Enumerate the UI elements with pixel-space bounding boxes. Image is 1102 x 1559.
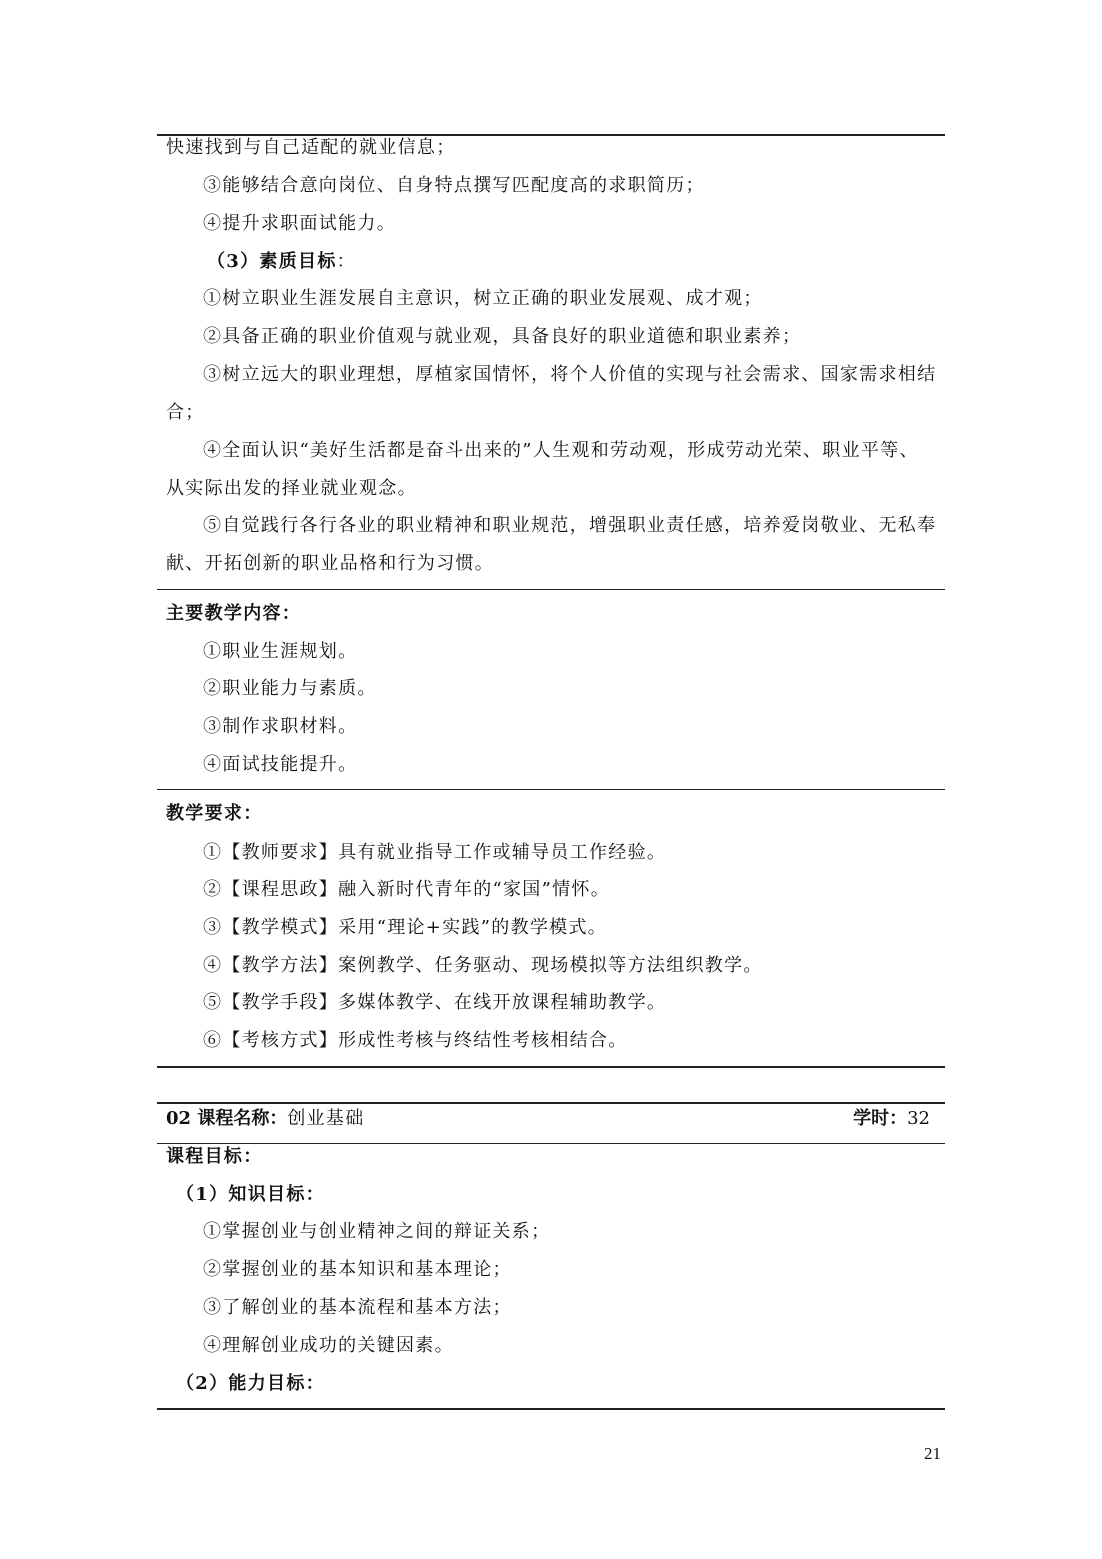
table-row-divider	[157, 1143, 945, 1144]
list-item: ②职业能力与素质。	[203, 678, 377, 699]
list-item: ①掌握创业与创业精神之间的辩证关系；	[203, 1221, 551, 1242]
list-item-continuation: 从实际出发的择业就业观念。	[166, 478, 417, 499]
knowledge-goals-heading: （1）知识目标：	[176, 1184, 325, 1205]
heading-text: （3）素质目标	[207, 251, 337, 272]
page-number: 21	[924, 1444, 941, 1463]
list-item: ④【教学方法】案例教学、任务驱动、现场模拟等方法组织教学。	[203, 955, 763, 976]
list-item: ④理解创业成功的关键因素。	[203, 1335, 454, 1356]
course-hours	[853, 1107, 930, 1131]
list-item: ⑥【考核方式】形成性考核与终结性考核相结合。	[203, 1030, 628, 1051]
course-name-label: 02 课程名称：	[166, 1108, 288, 1129]
teaching-requirements-heading: 教学要求：	[166, 803, 263, 824]
course-name-value: 创业基础	[287, 1108, 365, 1129]
table-bottom-border	[157, 1066, 945, 1068]
list-item: ③树立远大的职业理想，厚植家国情怀，将个人价值的实现与社会需求、国家需求相结	[203, 364, 937, 385]
list-item: ③制作求职材料。	[203, 716, 358, 737]
list-item-continuation: 合；	[166, 402, 205, 423]
list-item: ④面试技能提升。	[203, 754, 358, 775]
table-row-divider	[157, 789, 945, 790]
list-item: ③【教学模式】采用“理论+实践”的教学模式。	[203, 917, 608, 938]
list-item: ②掌握创业的基本知识和基本理论；	[203, 1259, 512, 1280]
table-top-border	[157, 1102, 945, 1104]
list-item: ②具备正确的职业价值观与就业观，具备良好的职业道德和职业素养；	[203, 326, 802, 347]
course-goals-heading: 课程目标：	[166, 1146, 263, 1167]
course-hours-value: 32	[907, 1108, 930, 1129]
course-header-row	[166, 1107, 930, 1131]
list-item: ⑤【教学手段】多媒体教学、在线开放课程辅助教学。	[203, 992, 667, 1013]
list-item: ①【教师要求】具有就业指导工作或辅导员工作经验。	[203, 842, 667, 863]
list-item: ④全面认识“美好生活都是奋斗出来的”人生观和劳动观，形成劳动光荣、职业平等、	[203, 440, 919, 461]
quality-goals-heading	[207, 250, 356, 274]
table-bottom-border	[157, 1408, 945, 1410]
list-item: ③了解创业的基本流程和基本方法；	[203, 1297, 512, 1318]
ability-goals-heading: （2）能力目标：	[176, 1373, 325, 1394]
list-item: ②【课程思政】融入新时代青年的“家国”情怀。	[203, 879, 611, 900]
list-item: ③能够结合意向岗位、自身特点撰写匹配度高的求职简历；	[203, 175, 705, 196]
list-item: ①树立职业生涯发展自主意识，树立正确的职业发展观、成才观；	[203, 288, 763, 309]
list-item: ④提升求职面试能力。	[203, 213, 396, 234]
course-hours-label: 学时：	[853, 1108, 908, 1129]
list-item: ⑤自觉践行各行各业的职业精神和职业规范，增强职业责任感，培养爱岗敬业、无私奉	[203, 515, 937, 536]
list-item: ①职业生涯规划。	[203, 641, 358, 662]
list-item-continuation: 献、开拓创新的职业品格和行为习惯。	[166, 553, 495, 574]
table-row-divider	[157, 589, 945, 590]
heading-colon: ：	[336, 251, 356, 272]
continued-line: 快速找到与自己适配的就业信息；	[166, 137, 456, 158]
teaching-content-heading: 主要教学内容：	[166, 603, 302, 624]
